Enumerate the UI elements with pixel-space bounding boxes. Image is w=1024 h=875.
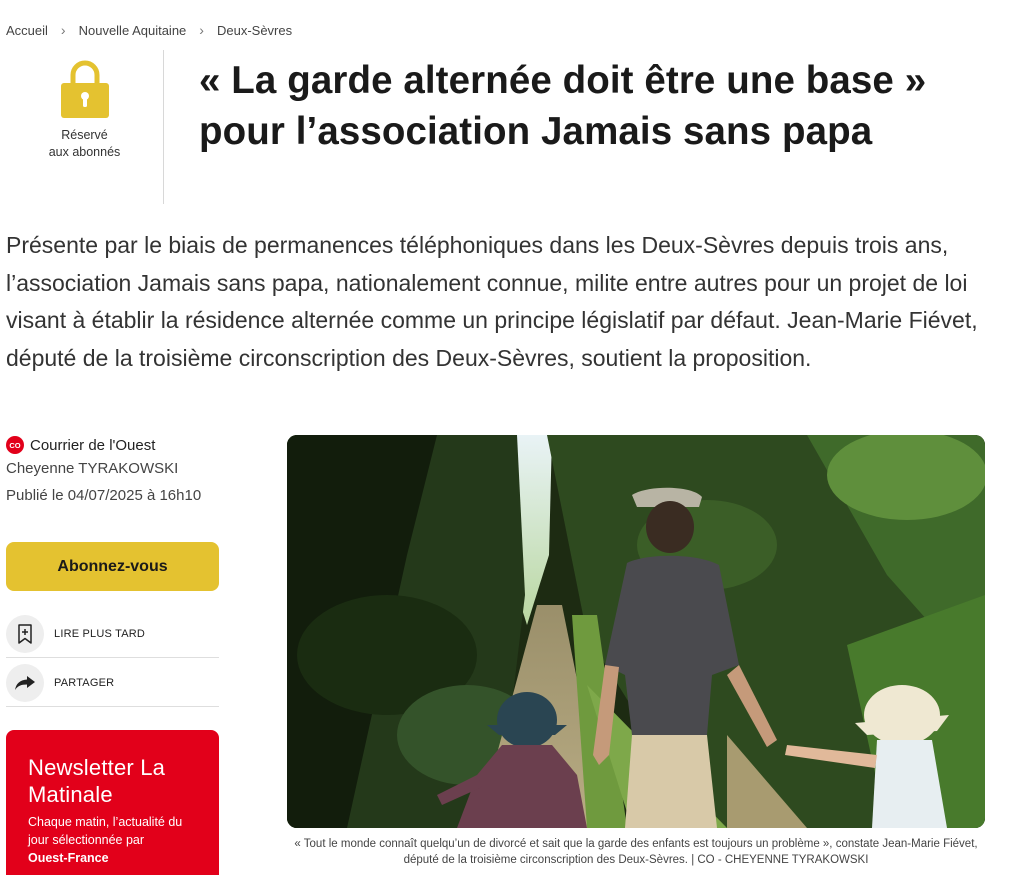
chevron-right-icon: › — [60, 22, 66, 38]
newsletter-promo[interactable] — [6, 730, 219, 875]
source-name[interactable]: Courrier de l'Ouest — [30, 436, 156, 454]
share-label: PARTAGER — [54, 676, 115, 689]
share-arrow-icon — [6, 664, 44, 702]
article-photo[interactable] — [287, 435, 985, 828]
newsletter-title: Newsletter La Matinale — [28, 755, 166, 807]
author-name[interactable]: Cheyenne TYRAKOWSKI — [6, 460, 179, 477]
premium-badge — [6, 50, 164, 204]
article-meta — [6, 436, 220, 504]
bookmark-add-icon — [6, 615, 44, 653]
article-title: « La garde alternée doit être une base » pour l’association Jamais sans papa — [199, 59, 927, 153]
breadcrumb-department[interactable]: Deux-Sèvres — [216, 22, 293, 38]
premium-label: Réservé — [61, 128, 108, 142]
photo-caption: « Tout le monde connaît quelqu’un de divorcé et sait que la garde des enfants est toujours un problème », constate Jean-Marie Fiévet, député de la troisième circonscription des Deux-Sèvres. | CO - CHEYENNE TYRAKOWSKI — [294, 838, 978, 866]
source-row — [6, 436, 220, 454]
publish-date: Publié le 04/07/2025 à 16h10 — [6, 487, 202, 504]
breadcrumb — [6, 22, 292, 38]
read-later-button[interactable] — [6, 610, 219, 658]
share-button[interactable] — [6, 659, 219, 707]
newsletter-description: Chaque matin, l’actualité du jour sélectionnée par — [28, 815, 183, 847]
read-later-label: LIRE PLUS TARD — [54, 627, 146, 640]
breadcrumb-home[interactable]: Accueil — [6, 22, 48, 38]
breadcrumb-region[interactable]: Nouvelle Aquitaine — [78, 22, 187, 38]
subscribe-button[interactable]: Abonnez-vous — [6, 542, 219, 591]
premium-label-sub: aux abonnés — [48, 145, 121, 159]
courrier-ouest-logo-icon: CO — [6, 436, 24, 454]
newsletter-brand: Ouest-France — [28, 851, 109, 865]
photo-illustration — [287, 435, 985, 828]
chevron-right-icon: › — [199, 22, 204, 38]
lock-icon — [61, 58, 109, 118]
article-lede: Présente par le biais de permanences téléphoniques dans les Deux-Sèvres depuis trois ans, l’association Jamais sans papa, nationalement connue, milite entre autres pour un projet de loi visant à établir la résidence alternée comme un principe législatif par défaut. Jean-Marie Fiévet, député de la troisième circonscription des Deux-Sèvres, soutient la proposition. — [6, 232, 978, 371]
